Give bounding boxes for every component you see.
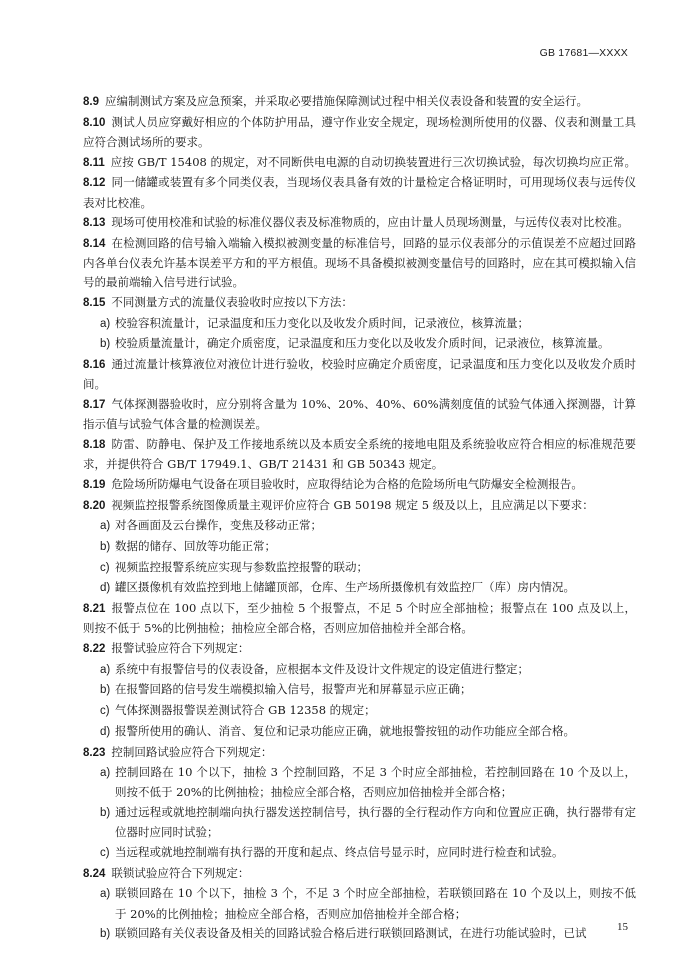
list-item — [83, 660, 636, 680]
list-item-text: 控制回路在 10 个以下，抽检 3 个控制回路，不足 3 个时应全部抽检，若控制回路在 10 个及以上，则按不低于 20%的比例抽检；抽检应全部合格，否则应加倍抽检并全部合格； — [115, 765, 636, 800]
clause-number: 8.21 — [83, 603, 106, 616]
clause-text: 联锁试验应符合下列规定： — [111, 865, 250, 880]
list-marker: b) — [100, 807, 111, 820]
clause-number: 8.11 — [83, 156, 105, 169]
list-item-text: 联锁回路有关仪表设备及相关的回路试验合格后进行联锁回路测试，在进行功能试验时，已试 — [115, 926, 587, 941]
clause-number: 8.23 — [83, 746, 106, 759]
list-marker: a) — [100, 520, 111, 533]
list-item — [83, 701, 636, 721]
list-item — [83, 763, 636, 802]
clause — [83, 743, 636, 763]
clause-number: 8.20 — [83, 499, 106, 512]
clause — [83, 213, 636, 233]
list-item — [83, 722, 636, 742]
clause-text: 视频监控报警系统图像质量主观评价应符合 GB 50198 规定 5 级及以上，且应满足以下要求： — [111, 497, 594, 512]
list-item — [83, 314, 636, 334]
list-item-text: 报警所使用的确认、消音、复位和记录功能应正确，就地报警按钮的动作功能应全部合格。 — [115, 723, 575, 738]
clause — [83, 355, 636, 394]
clause-text: 应编制测试方案及应急预案，并采取必要措施保障测试过程中相关仪表设备和装置的安全运行。 — [105, 94, 588, 108]
list-item-text: 联锁回路在 10 个以下，抽检 3 个，不足 3 个时应全部抽检，若联锁回路在 10 个及以上，则按不低于 20%的比例抽检；抽检应全部合格，否则应加倍抽检并全部合格； — [115, 886, 636, 921]
clause-number: 8.24 — [83, 867, 106, 880]
list-item-text: 当远程或就地控制端有执行器的开度和起点、终点信号显示时，应同时进行检查和试验。 — [115, 845, 564, 860]
list-item — [83, 537, 636, 557]
list-marker: c) — [100, 561, 110, 574]
clause-number: 8.14 — [83, 237, 106, 250]
list-item-text: 气体探测器报警误差测试符合 GB 12358 的规定； — [115, 703, 376, 718]
list-marker: b) — [100, 684, 111, 697]
clause-text: 报警点位在 100 点以下，至少抽检 5 个报警点，不足 5 个时应全部抽检；报警点在 100 点及以上，则按不低于 5%的比例抽检；抽检应全部合格，否则应加倍抽检并全部合格。 — [83, 601, 636, 636]
clause — [83, 113, 636, 152]
list-marker: a) — [100, 888, 111, 901]
list-item — [83, 803, 636, 842]
clause-number: 8.17 — [83, 399, 106, 412]
list-marker: a) — [100, 767, 111, 780]
clause-number: 8.16 — [83, 359, 106, 372]
list-item — [83, 578, 636, 598]
list-item-text: 校验容积流量计，记录温度和压力变化以及收发介质时间，记录液位，核算流量； — [115, 315, 529, 330]
list-marker: c) — [100, 705, 110, 718]
clause-text: 同一储罐或装置有多个同类仪表，当现场仪表具备有效的计量检定合格证明时，可用现场仪表与远传仪表对比校准。 — [83, 175, 636, 210]
list-item — [83, 516, 636, 536]
clause — [83, 435, 636, 474]
list-marker: a) — [100, 317, 111, 330]
list-item — [83, 334, 636, 354]
list-item-text: 视频监控报警系统应实现与参数监控报警的联动； — [115, 559, 368, 574]
clause-text: 防雷、防静电、保护及工作接地系统以及本质安全系统的接地电阻及系统验收应符合相应的标准规范要求，并提供符合 GB/T 17949.1、GB/T 21431 和 GB 50343 规定。 — [83, 436, 636, 472]
standard-code: GB 17681—XXXX — [539, 47, 628, 59]
list-item-text: 对各画面及云台操作，变焦及移动正常； — [115, 518, 322, 533]
clause-text: 报警试验应符合下列规定： — [111, 640, 250, 655]
list-marker: b) — [100, 338, 111, 351]
list-item — [83, 680, 636, 700]
clause — [83, 92, 636, 112]
list-item — [83, 558, 636, 578]
document-body — [83, 92, 636, 945]
list-marker: b) — [100, 928, 111, 941]
clause-number: 8.13 — [83, 217, 106, 230]
clause — [83, 234, 636, 293]
clause-text: 现场可使用校准和试验的标准仪器仪表及标准物质的，应由计量人员现场测量，与远传仪表对比校准。 — [111, 215, 629, 230]
list-item-text: 校验质量流量计，确定介质密度，记录温度和压力变化以及收发介质时间，记录液位，核算流量。 — [115, 336, 610, 351]
clause-text: 在检测回路的信号输入端输入模拟被测变量的标准信号，回路的显示仪表部分的示值误差不应超过回路内各单台仪表允许基本误差平方和的平方根值。现场不具备模拟被测变量信号的回路时，应在其可模拟输入信号的最前端输入信号进行试验。 — [83, 235, 636, 290]
clause — [83, 153, 636, 173]
clause-text: 气体探测器验收时，应分别将含量为 10%、20%、40%、60%满刻度值的试验气体通入探测器，计算指示值与试验气体含量的检测误差。 — [83, 397, 636, 432]
list-marker: a) — [100, 663, 111, 676]
list-item-text: 在报警回路的信号发生端模拟输入信号，报警声光和屏幕显示应正确； — [115, 682, 472, 697]
clause-text: 通过流量计核算液位对液位计进行验收，校验时应确定介质密度，记录温度和压力变化以及收发介质时间。 — [83, 357, 636, 392]
clause-number: 8.9 — [83, 96, 99, 108]
list-marker: d) — [100, 582, 111, 595]
clause — [83, 293, 636, 313]
clause — [83, 864, 636, 884]
clause-number: 8.10 — [83, 116, 106, 129]
clause-number: 8.18 — [83, 438, 106, 451]
clause-number: 8.15 — [83, 297, 106, 310]
list-item — [83, 884, 636, 923]
clause-number: 8.19 — [83, 478, 106, 491]
list-marker: b) — [100, 540, 111, 553]
list-item — [83, 924, 636, 944]
list-item-text: 系统中有报警信号的仪表设备，应根据本文件及设计文件规定的设定值进行整定； — [115, 661, 529, 676]
clause — [83, 599, 636, 638]
list-item-text: 罐区摄像机有效监控到地上储罐顶部，仓库、生产场所摄像机有效监控厂（库）房内情况。 — [115, 580, 575, 595]
list-marker: d) — [100, 725, 111, 738]
clause-text: 不同测量方式的流量仪表验收时应按以下方法： — [111, 295, 353, 310]
page-number: 15 — [617, 921, 628, 933]
clause-text: 测试人员应穿戴好相应的个体防护用品，遵守作业安全规定，现场检测所使用的仪器、仪表和测量工具应符合测试场所的要求。 — [83, 114, 636, 149]
clause-number: 8.12 — [83, 177, 106, 190]
clause — [83, 395, 636, 434]
list-item-text: 通过远程或就地控制端向执行器发送控制信号，执行器的全行程动作方向和位置应正确，执行器带有定位器时应同时试验； — [115, 805, 636, 840]
list-item-text: 数据的储存、回放等功能正常； — [115, 538, 276, 553]
clause — [83, 173, 636, 212]
clause-text: 控制回路试验应符合下列规定： — [111, 744, 273, 759]
clause-text: 应按 GB/T 15408 的规定，对不同断供电电源的自动切换装置进行三次切换试验，每次切换均应正常。 — [110, 154, 636, 169]
clause — [83, 496, 636, 516]
clause — [83, 639, 636, 659]
list-item — [83, 843, 636, 863]
list-marker: c) — [100, 847, 110, 860]
clause — [83, 475, 636, 495]
clause-number: 8.22 — [83, 642, 106, 655]
clause-text: 危险场所防爆电气设备在项目验收时，应取得结论为合格的危险场所电气防爆安全检测报告。 — [111, 476, 583, 491]
